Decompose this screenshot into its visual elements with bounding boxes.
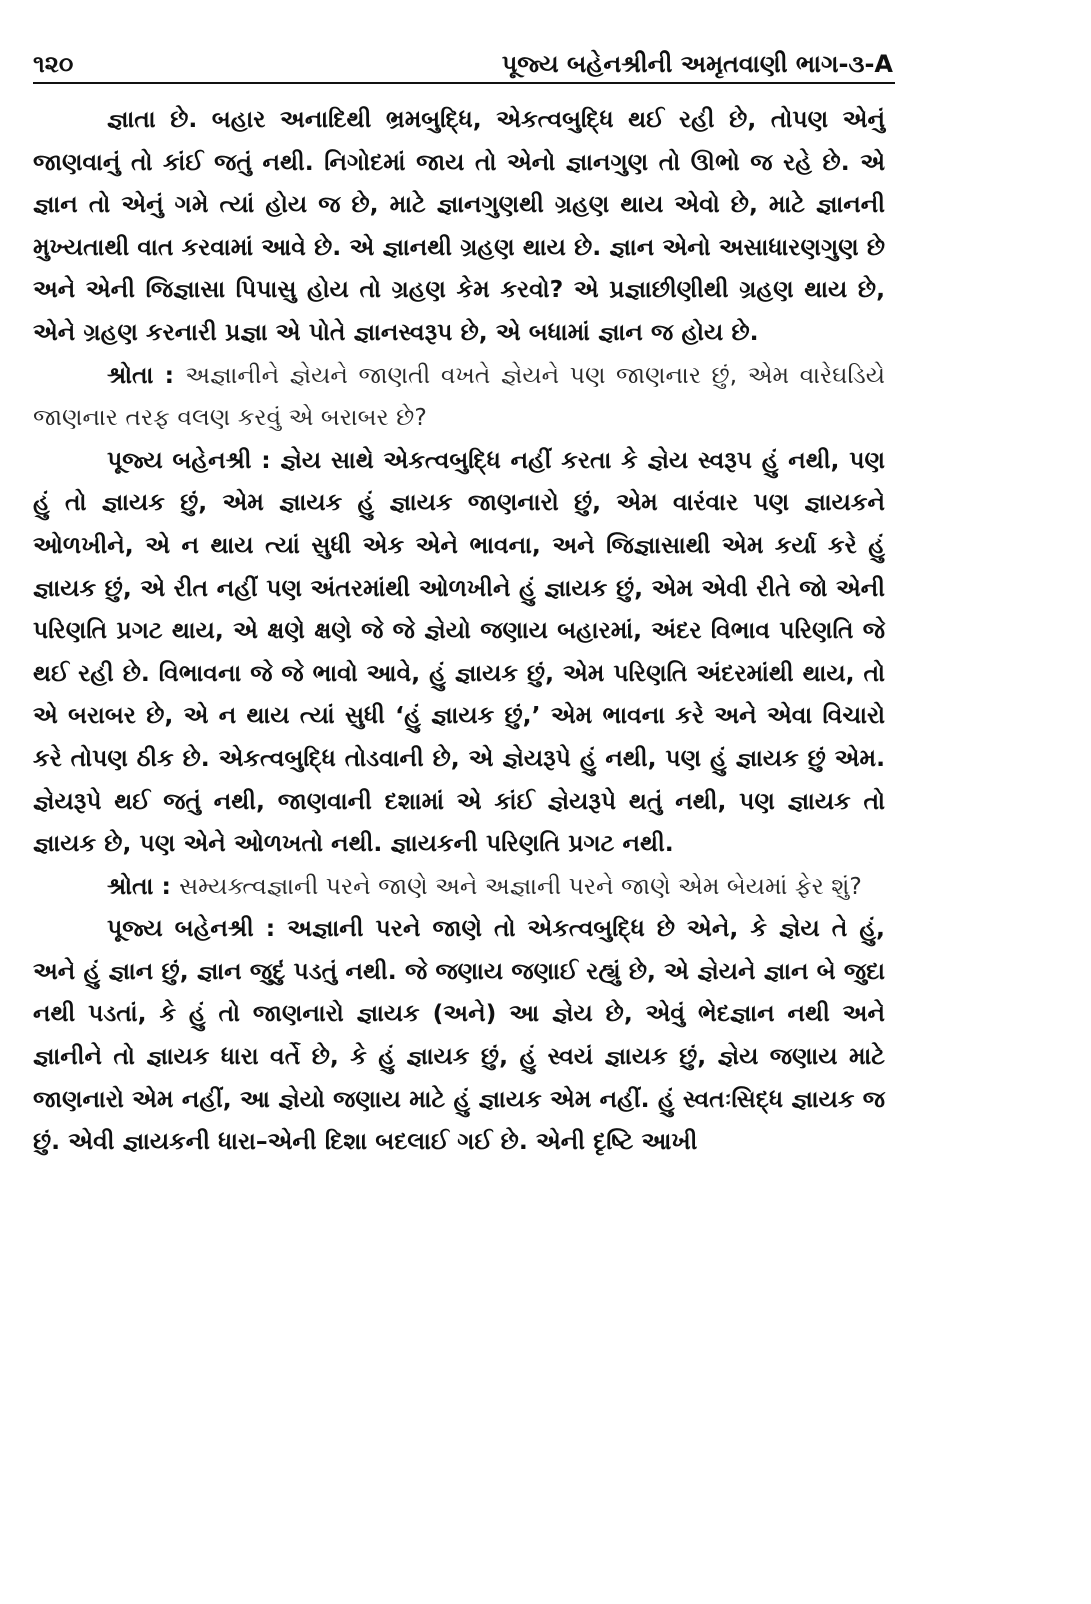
speaker-label: પૂજ્ય બહેનશ્રી : <box>107 445 281 474</box>
speaker-label: પૂજ્ય બહેનશ્રી : <box>107 914 288 943</box>
paragraph-text: સમ્યક્ત્વજ્ઞાની પરને જાણે અને અજ્ઞાની પરને જાણે એમ બેયમાં ફેર શું? <box>179 871 862 900</box>
running-header <box>33 38 893 78</box>
page-body <box>33 98 885 1163</box>
paragraph-text: જ્ઞેય સાથે એકત્વબુદ્ધિ નહીં કરતા કે જ્ઞેય સ્વરૂપ હું નથી, પણ હું તો જ્ઞાયક છું, એમ જ્ઞાયક હું જ્ઞાયક જાણનારો છું, એમ વારંવાર પણ જ્ઞાયકને ઓળખીને, એ ન થાય ત્યાં સુધી એક એને ભાવના, અને જિજ્ઞાસાથી એમ કર્યા કરે હું જ્ઞાયક છું, એ રીત નહીં પણ અંતરમાંથી ઓળખીને હું જ્ઞાયક છું, એમ એવી રીતે જો એની પરિણતિ પ્રગટ થાય, એ ક્ષણે ક્ષણે જે જે જ્ઞેયો જણાય બહારમાં, અંદર વિભાવ પરિણતિ જે થઈ રહી છે. વિભાવના જે જે ભાવો આવે, હું જ્ઞાયક છું, એમ પરિણતિ અંદરમાંથી થાય, તો એ બરાબર છે, એ ન થાય ત્યાં સુધી ‘હું જ્ઞાયક છું,’ એમ ભાવના કરે અને એવા વિચારો કરે તોપણ ઠીક છે. એકત્વબુદ્ધિ તોડવાની છે, એ જ્ઞેયરૂપે હું નથી, પણ હું જ્ઞાયક છું એમ. જ્ઞેયરૂપે થઈ જતું નથી, જાણવાની દશામાં એ કાંઈ જ્ઞેયરૂપે થતું નથી, પણ જ્ઞાયક તો જ્ઞાયક છે, પણ એને ઓળખતો નથી. જ્ઞાયકની પરિણતિ પ્રગટ નથી. <box>33 445 885 858</box>
paragraph <box>33 98 885 354</box>
book-title: પૂજ્ય બહેનશ્રીની અમૃતવાણી ભાગ-૩-A <box>501 50 893 78</box>
paragraph-listener-question <box>33 865 885 908</box>
paragraph-answer <box>33 439 885 865</box>
header-rule <box>33 82 895 84</box>
page-number: ૧૨૦ <box>33 50 74 78</box>
paragraph-text: જ્ઞાતા છે. બહાર અનાદિથી ભ્રમબુદ્ધિ, એકત્વબુદ્ધિ થઈ રહી છે, તોપણ એનું જાણવાનું તો કાંઈ જતું નથી. નિગોદમાં જાય તો એનો જ્ઞાનગુણ તો ઊભો જ રહે છે. એ જ્ઞાન તો એનું ગમે ત્યાં હોય જ છે, માટે જ્ઞાનગુણથી ગ્રહણ થાય એવો છે, માટે જ્ઞાનની મુખ્યતાથી વાત કરવામાં આવે છે. એ જ્ઞાનથી ગ્રહણ થાય છે. જ્ઞાન એનો અસાધારણગુણ છે અને એની જિજ્ઞાસા પિપાસુ હોય તો ગ્રહણ કેમ કરવો? એ પ્રજ્ઞાછીણીથી ગ્રહણ થાય છે, એને ગ્રહણ કરનારી પ્રજ્ઞા એ પોતે જ્ઞાનસ્વરૂપ છે, એ બધામાં જ્ઞાન જ હોય છે. <box>33 105 885 346</box>
paragraph-text: અજ્ઞાની પરને જાણે તો એકત્વબુદ્ધિ છે એને, કે જ્ઞેય તે હું, અને હું જ્ઞાન છું, જ્ઞાન જુદું પડતું નથી. જે જણાય જણાઈ રહ્યું છે, એ જ્ઞેયને જ્ઞાન બે જુદા નથી પડતાં, કે હું તો જાણનારો જ્ઞાયક (અને) આ જ્ઞેય છે, એવું ભેદજ્ઞાન નથી અને જ્ઞાનીને તો જ્ઞાયક ધારા વર્તે છે, કે હું જ્ઞાયક છું, હું સ્વયં જ્ઞાયક છું, જ્ઞેય જણાય માટે જાણનારો એમ નહીં, આ જ્ઞેયો જણાય માટે હું જ્ઞાયક એમ નહીં. હું સ્વતઃસિદ્ધ જ્ઞાયક જ છું. એવી જ્ઞાયકની ધારા–એની દિશા બદલાઈ ગઈ છે. એની દૃષ્ટિ આખી <box>33 914 885 1156</box>
paragraph-answer <box>33 907 885 1163</box>
paragraph-listener-question <box>33 354 885 439</box>
speaker-label: શ્રોતા : <box>107 871 180 900</box>
speaker-label: શ્રોતા : <box>107 360 186 389</box>
paragraph-text: અજ્ઞાનીને જ્ઞેયને જાણતી વખતે જ્ઞેયને પણ જાણનાર છું, એમ વારેઘડિયે જાણનાર તરફ વલણ કરવું એ બરાબર છે? <box>33 360 885 432</box>
